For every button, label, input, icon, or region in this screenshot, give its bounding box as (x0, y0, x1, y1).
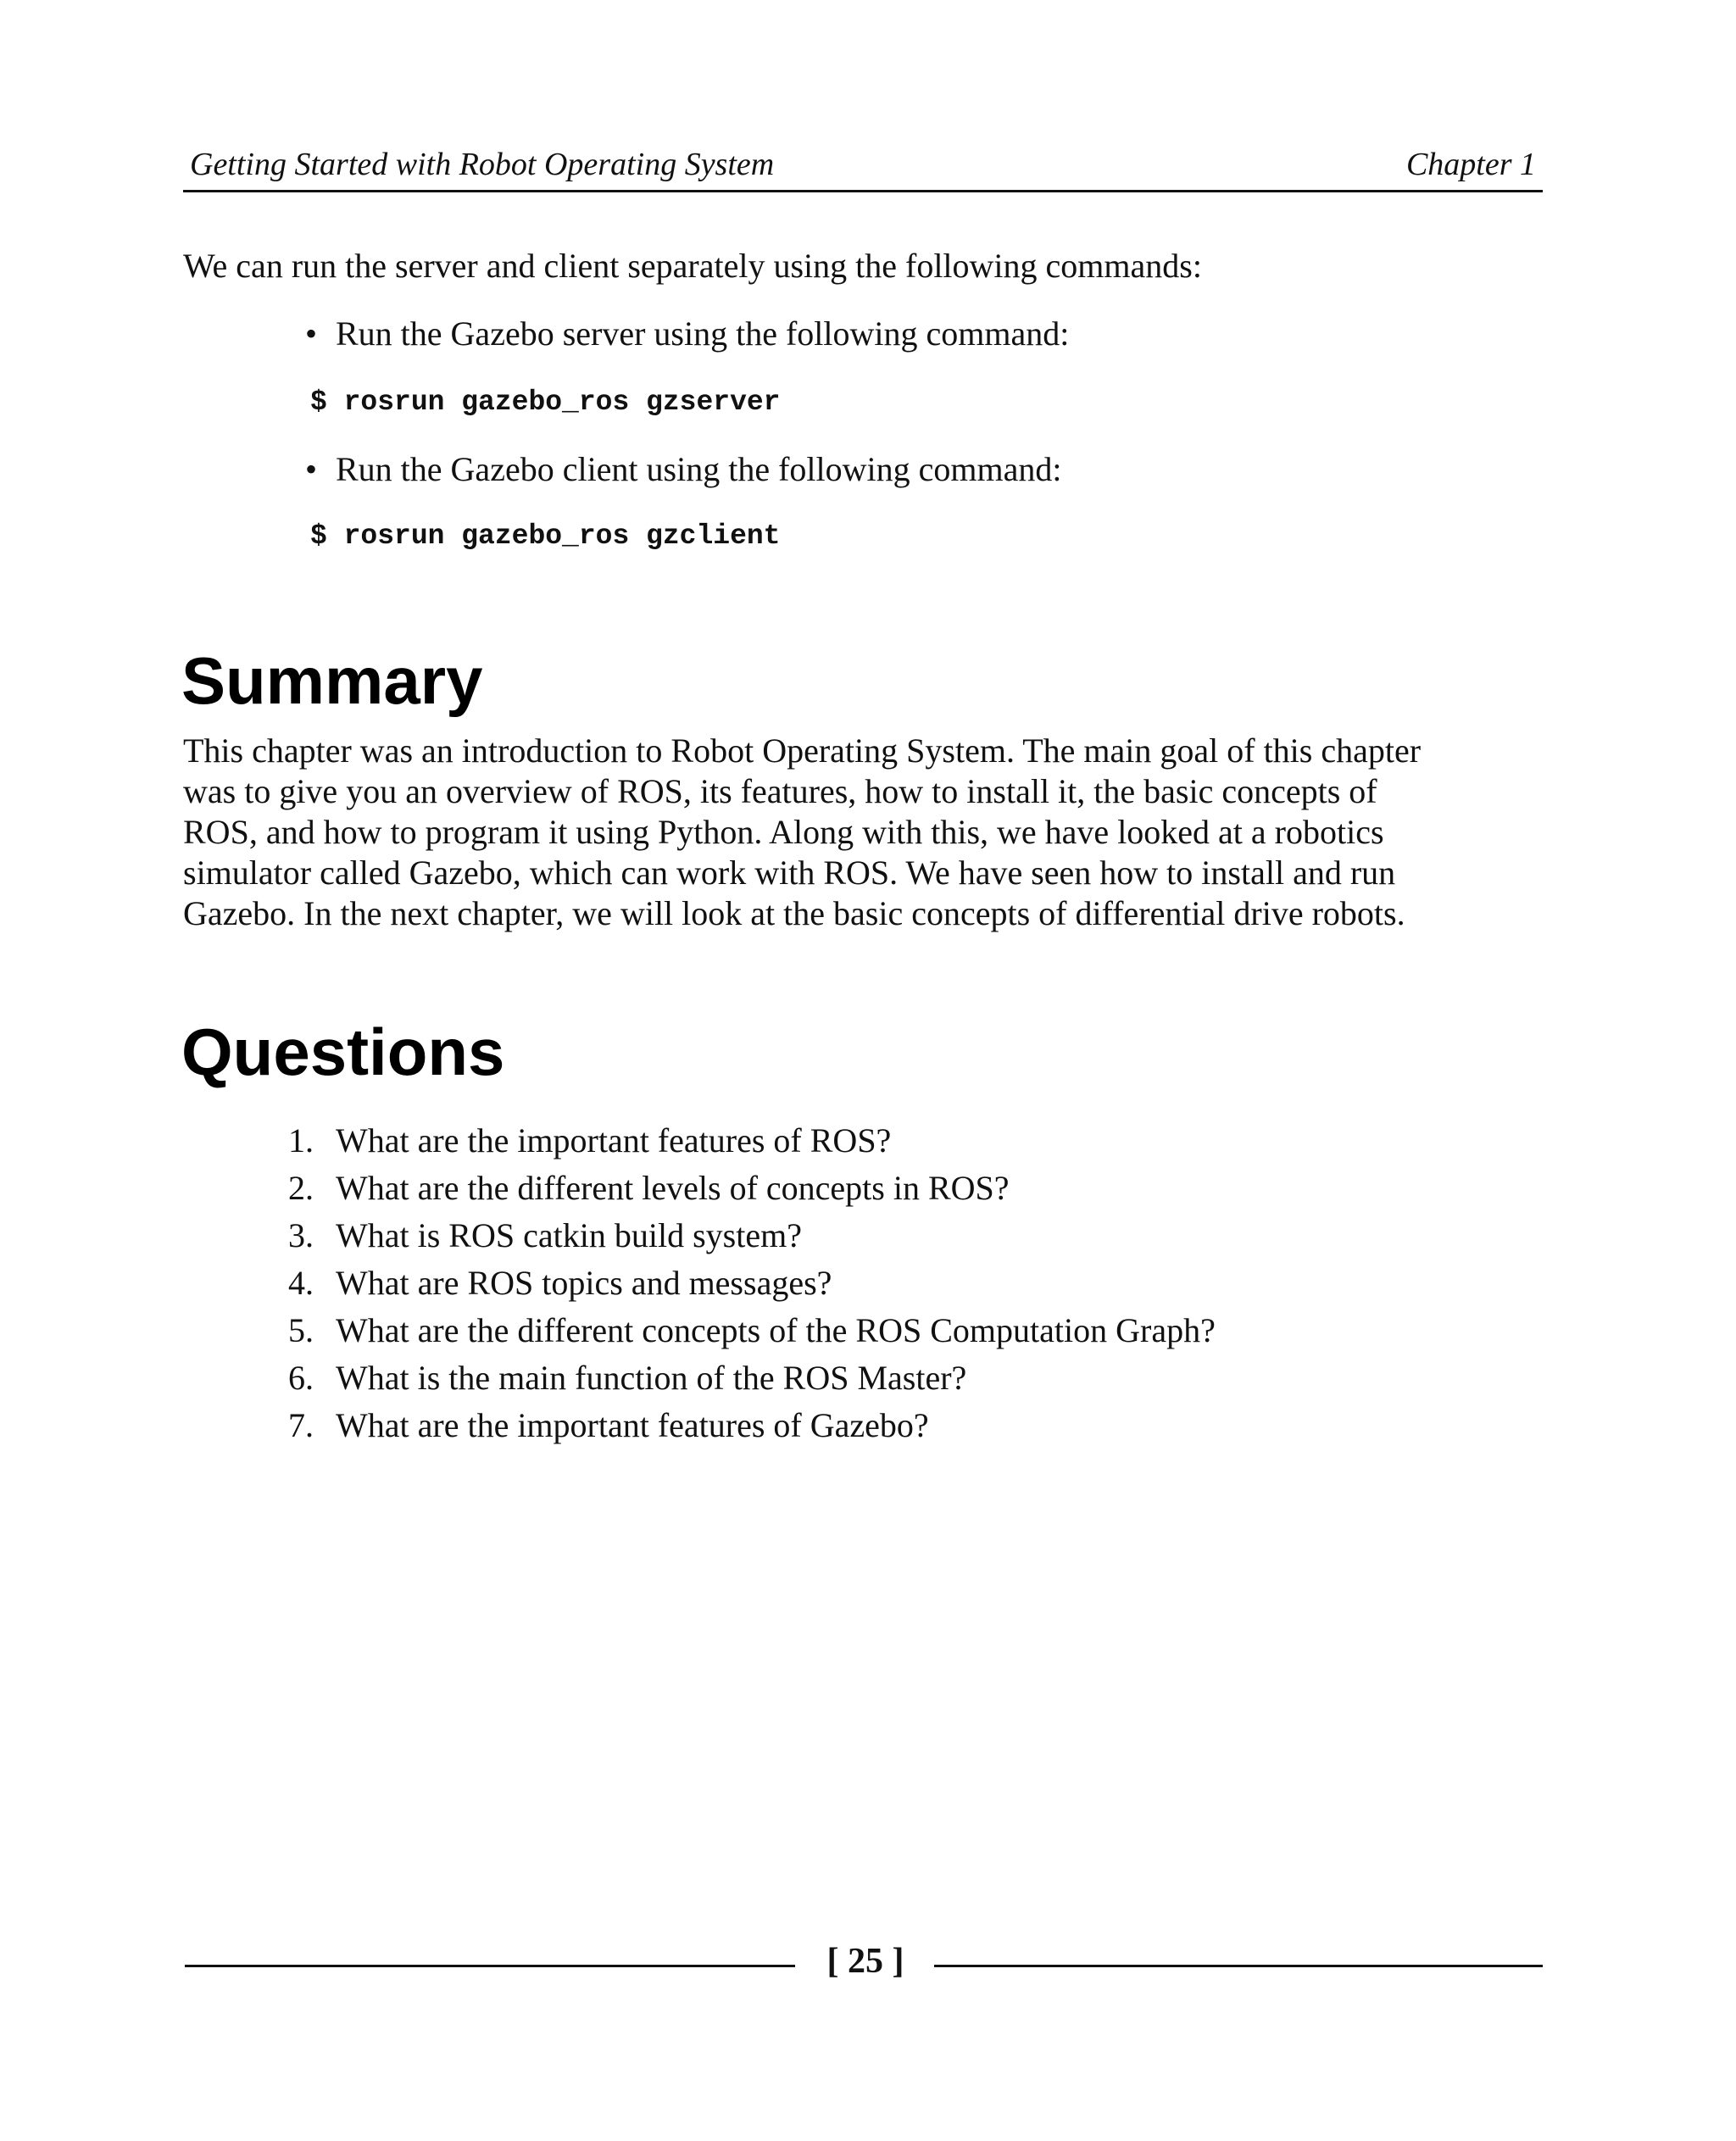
bullet-icon: • (305, 314, 318, 353)
question-text: What are the important features of ROS? (336, 1121, 892, 1159)
question-number: 4. (288, 1264, 314, 1302)
question-number: 2. (288, 1169, 314, 1207)
running-header (183, 142, 1543, 192)
summary-paragraph (183, 731, 1556, 934)
question-item (288, 1307, 1560, 1354)
bullet-text: Run the Gazebo client using the following command: (336, 450, 1062, 488)
summary-heading: Summary (181, 643, 483, 718)
question-text: What are the different levels of concepts in ROS? (336, 1169, 1010, 1207)
question-number: 5. (288, 1311, 314, 1349)
question-number: 1. (288, 1121, 314, 1159)
question-number: 6. (288, 1359, 314, 1397)
question-item (288, 1402, 1560, 1449)
question-item (288, 1212, 1560, 1260)
question-text: What are ROS topics and messages? (336, 1264, 832, 1302)
header-chapter: Chapter 1 (1405, 147, 1536, 182)
summary-line: Gazebo. In the next chapter, we will look at the basic concepts of differential drive robots. (183, 894, 1405, 932)
code-command-gzclient: $ rosrun gazebo_ros gzclient (310, 520, 781, 552)
question-item (288, 1165, 1560, 1212)
intro-paragraph: We can run the server and client separately using the following commands: (183, 247, 1202, 285)
questions-list (288, 1117, 1560, 1449)
question-text: What is the main function of the ROS Master? (336, 1359, 967, 1397)
summary-line: This chapter was an introduction to Robot Operating System. The main goal of this chapter (183, 731, 1422, 770)
header-book-title: Getting Started with Robot Operating System (190, 147, 775, 182)
code-command-gzserver: $ rosrun gazebo_ros gzserver (310, 386, 781, 418)
question-text: What are the important features of Gazebo? (336, 1406, 929, 1444)
summary-line: ROS, and how to program it using Python. Along with this, we have looked at a robotics (183, 813, 1384, 851)
question-text: What are the different concepts of the ROS Computation Graph? (336, 1311, 1216, 1349)
page-number: [ 25 ] (826, 1942, 904, 1981)
summary-line: was to give you an overview of ROS, its features, how to install it, the basic concepts of (183, 772, 1377, 810)
question-item (288, 1117, 1560, 1165)
questions-heading: Questions (181, 1015, 505, 1089)
footer-rule-left (185, 1965, 795, 1967)
question-item (288, 1354, 1560, 1402)
summary-line: simulator called Gazebo, which can work with ROS. We have seen how to install and run (183, 854, 1396, 892)
question-number: 7. (288, 1406, 314, 1444)
bullet-text: Run the Gazebo server using the following command: (336, 314, 1070, 353)
bullet-icon: • (305, 450, 318, 488)
question-text: What is ROS catkin build system? (336, 1216, 802, 1254)
question-item (288, 1260, 1560, 1307)
footer-rule-right (934, 1965, 1543, 1967)
question-number: 3. (288, 1216, 314, 1254)
